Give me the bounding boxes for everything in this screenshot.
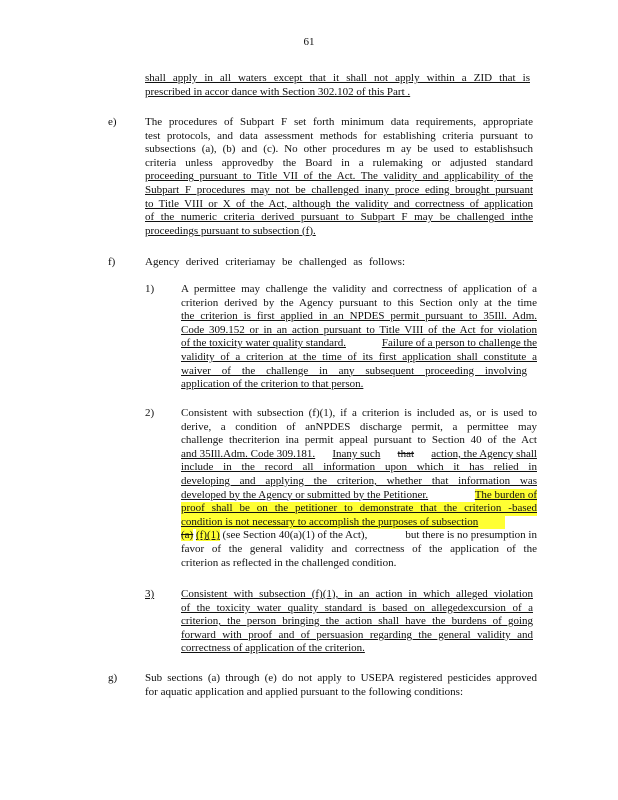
- text-line: the criterion is first applied in an NPDES permit pursuant to 35Ill. Adm.: [181, 310, 537, 323]
- paragraph-f: [145, 256, 405, 270]
- paragraph-e: [145, 116, 533, 238]
- text-segment: but there is no presumption in: [405, 529, 537, 542]
- text-line: prescribed in accor dance with Section 302.102 of this Part .: [145, 85, 411, 98]
- text-segment: Failure of a person to challenge the: [381, 337, 537, 350]
- inserted-text: (f)(1): [195, 529, 220, 542]
- item-label-1: 1): [145, 283, 155, 295]
- deleted-text: that: [397, 447, 415, 460]
- text-line: proceedings pursuant to subsection (f).: [145, 224, 316, 237]
- text-segment: and 35Ill.Adm. Code 309.181.: [181, 447, 316, 460]
- text-line: derive, a condition of anNPDES discharge permit, a permittee may: [181, 420, 537, 433]
- text-line: favor of the general validity and correctness of the application of the: [181, 542, 537, 555]
- text-line: [181, 642, 373, 656]
- item-2: [181, 407, 537, 570]
- text-line: [181, 557, 437, 571]
- item-label-text: 3): [145, 588, 155, 600]
- highlighted-text: [181, 516, 505, 530]
- text-line: Consistent with subsection (f)(1), if a criterion is included as, or is used to: [181, 407, 537, 419]
- text-line: subsections (a), (b) and (c). No other procedures m ay be used to establishsuch: [145, 143, 533, 156]
- text-line: Subpart F procedures may not be challenged inany proce eding brought pursuant: [145, 183, 533, 196]
- text-segment: [181, 529, 367, 543]
- text-segment: criterion as reflected in the challenged condition.: [181, 556, 397, 569]
- text-line: Code 309.152 or in an action pursuant to Title VIII of the Act for violation: [181, 323, 537, 336]
- text-line: of the toxicity water quality standard is based on allegedexcursion of a: [181, 601, 533, 614]
- text-line: test protocols, and data assessment methods for establishing criteria pursuant to: [145, 129, 533, 142]
- text-segment: Inany such: [332, 447, 381, 460]
- item-label-2: 2): [145, 407, 155, 419]
- text-line: [181, 448, 537, 462]
- highlighted-text: proof shall be on the petitioner to demonstrate that the criterion -based: [181, 502, 537, 515]
- paragraph-label-e: e): [108, 116, 117, 128]
- text-line: criterion derived by the Agency pursuant to this Section only at the time: [181, 296, 537, 309]
- paragraph-label-f: f): [108, 256, 116, 268]
- text-line: challenge thecriterion ina permit appeal pursuant to Section 40 of the Act: [181, 434, 537, 447]
- text-line: A permittee may challenge the validity and correctness of application of a: [181, 283, 537, 295]
- item-label-3: [145, 588, 154, 602]
- text-segment: developed by the Agency or submitted by the Petitioner.: [181, 488, 429, 501]
- text-line: Agency derived criteriamay be challenged as follows:: [145, 256, 405, 268]
- page-number: 61: [303, 36, 315, 48]
- text-line: developing and applying the criterion, whether that information was: [181, 474, 537, 487]
- text-segment: correctness of application of the criterion.: [181, 642, 365, 655]
- text-line: application of the criterion to that person.: [181, 378, 364, 391]
- text-segment: action, the Agency shall: [431, 447, 537, 460]
- highlighted-text: The burden of: [474, 488, 537, 501]
- text-segment: for aquatic application and applied pursuant to the following conditions:: [145, 685, 464, 698]
- text-line: [181, 337, 537, 351]
- text-line: criteria unless approvedby the Board in a rulemaking or adjusted standard: [145, 156, 533, 169]
- text-line: [181, 489, 537, 503]
- text-line: proceeding pursuant to Title VII of the Act. The validity and applicability of the: [145, 170, 533, 183]
- deleted-text: (a): [181, 529, 194, 542]
- item-1: [181, 283, 537, 392]
- text-line: include in the record all information upon which it has relied in: [181, 461, 537, 474]
- text-line: Sub sections (a) through (e) do not apply to USEPA registered pesticides approved: [145, 672, 537, 684]
- intro-paragraph: [145, 72, 530, 99]
- text-line: waiver of the challenge in any subsequent proceeding involving: [181, 364, 527, 377]
- text-line: [145, 686, 487, 700]
- text-line: validity of a criterion at the time of its first application shall constitute a: [181, 350, 537, 363]
- text-line: criterion, the person bringing the action shall have the burdens of going: [181, 615, 533, 628]
- text-line: [181, 529, 537, 543]
- text-line: Consistent with subsection (f)(1), in an action in which alleged violation: [181, 588, 533, 600]
- text-line: of the numeric criteria derived pursuant to Subpart F may be challenged inthe: [145, 211, 533, 224]
- paragraph-g: [145, 672, 537, 699]
- text-line: shall apply in all waters except that it shall not apply within a ZID that is: [145, 72, 530, 84]
- text-segment: of the toxicity water quality standard.: [181, 337, 346, 350]
- text-segment: condition is not necessary to accomplish the purposes of subsection: [181, 515, 479, 528]
- text-line: forward with proof and of persuasion regarding the general validity and: [181, 628, 533, 641]
- text-line: The procedures of Subpart F set forth minimum data requirements, appropriate: [145, 116, 533, 128]
- item-3: [181, 588, 533, 656]
- text-segment: (see Section 40(a)(1) of the Act),: [222, 529, 368, 542]
- text-line: to Title VIII or X of the Act, although the validity and correctness of application: [145, 197, 533, 210]
- paragraph-label-g: g): [108, 672, 118, 684]
